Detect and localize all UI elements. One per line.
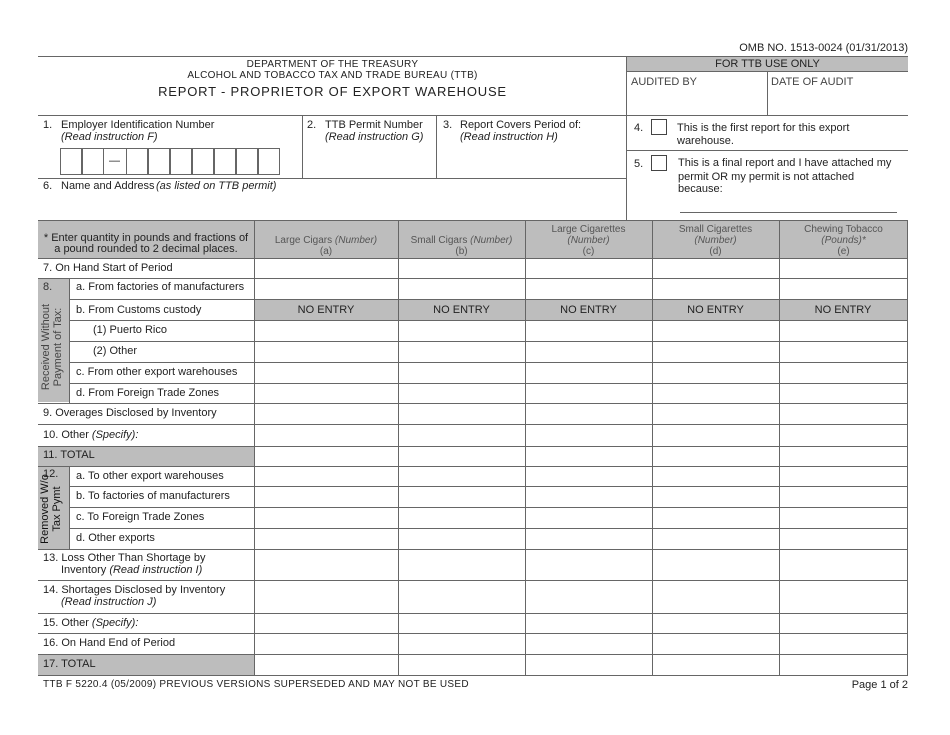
ein-digit[interactable] [214, 148, 236, 175]
final-report-checkbox[interactable] [651, 155, 667, 171]
row16-label: 16. On Hand End of Period [43, 637, 176, 649]
row9-label: 9. Overages Disclosed by Inventory [43, 407, 217, 419]
field2-number: 2. [307, 119, 317, 131]
column-header-small-cigars: Small Cigars (Number) (b) [410, 235, 513, 257]
field1-number: 1. [43, 119, 53, 131]
ein-digit[interactable] [258, 148, 280, 175]
ein-digit[interactable] [192, 148, 214, 175]
field3-instruction: (Read instruction H) [460, 131, 558, 143]
side-label-received-without-tax: Received Without Payment of Tax: [40, 303, 64, 391]
row12c-label: c. To Foreign Trade Zones [76, 511, 205, 523]
field5-text-line2: permit OR my permit is not attached [678, 171, 855, 183]
field5-number: 5. [634, 158, 644, 170]
field6-instruction: (as listed on TTB permit) [156, 180, 277, 192]
row8-number: 8. [43, 281, 53, 293]
bureau-name: ALCOHOL AND TOBACCO TAX AND TRADE BUREAU (TTB) [187, 70, 478, 81]
field4-text-line2: warehouse. [677, 135, 734, 147]
field2-instruction: (Read instruction G) [325, 131, 424, 143]
quantity-note-line1: * Enter quantity in pounds and fractions of [43, 232, 249, 244]
row17-label: 17. TOTAL [43, 658, 96, 670]
no-entry-cell: NO ENTRY [433, 304, 490, 316]
quantity-note-line2: a pound rounded to 2 decimal places. [54, 243, 238, 255]
ein-digit[interactable] [60, 148, 82, 175]
row8d-label: d. From Foreign Trade Zones [76, 387, 220, 399]
column-header-large-cigars: Large Cigars (Number) (a) [274, 235, 378, 257]
field1-label: Employer Identification Number [61, 119, 215, 131]
field4-number: 4. [634, 122, 644, 134]
ein-digit[interactable] [236, 148, 258, 175]
ein-digit[interactable] [170, 148, 192, 175]
date-of-audit-label: DATE OF AUDIT [771, 76, 854, 88]
form-footer-id: TTB F 5220.4 (05/2009) PREVIOUS VERSIONS SUPERSEDED AND MAY NOT BE USED [43, 679, 469, 690]
page-title: REPORT - PROPRIETOR OF EXPORT WAREHOUSE [158, 84, 507, 99]
ttb-use-title: FOR TTB USE ONLY [715, 58, 820, 70]
field5-text-line3: because: [678, 183, 723, 195]
row12d-label: d. Other exports [76, 532, 155, 544]
ein-dash: — [109, 155, 120, 167]
first-report-checkbox[interactable] [651, 119, 667, 135]
column-header-large-cigarettes: Large Cigarettes (Number) (c) [551, 224, 626, 257]
column-header-small-cigarettes: Small Cigarettes (Number) (d) [678, 224, 753, 257]
ein-digit[interactable] [82, 148, 104, 175]
row13-label-line1: 13. Loss Other Than Shortage by [43, 552, 206, 564]
row13-label-line2: Inventory (Read instruction I) [61, 564, 203, 576]
column-header-chewing-tobacco: Chewing Tobacco (Pounds)* (e) [804, 224, 883, 257]
report-period-input[interactable] [437, 145, 625, 177]
no-entry-cell: NO ENTRY [687, 304, 744, 316]
row8b2-label: (2) Other [93, 345, 138, 357]
row8a-label: a. From factories of manufacturers [76, 281, 245, 293]
row14-label-line1: 14. Shortages Disclosed by Inventory [43, 584, 226, 596]
row7-label: 7. On Hand Start of Period [43, 262, 173, 274]
row8b1-label: (1) Puerto Rico [93, 324, 167, 336]
row8b-label: b. From Customs custody [76, 304, 202, 316]
row8c-label: c. From other export warehouses [76, 366, 238, 378]
field3-number: 3. [443, 119, 453, 131]
ein-digit[interactable] [126, 148, 148, 175]
omb-number: OMB NO. 1513-0024 (01/31/2013) [739, 42, 908, 54]
no-entry-cell: NO ENTRY [297, 304, 355, 316]
row12b-label: b. To factories of manufacturers [76, 490, 230, 502]
row14-instruction: (Read instruction J) [61, 596, 157, 608]
row12-number: 12. [43, 468, 59, 480]
department-name: DEPARTMENT OF THE TREASURY [246, 59, 419, 70]
side-label-removed-without-tax: Removed W/o Tax Pymt [39, 474, 63, 544]
field4-text-line1: This is the first report for this export [677, 122, 850, 134]
row15-label: 15. Other (Specify): [43, 617, 139, 629]
reason-line[interactable] [680, 212, 897, 213]
field1-instruction: (Read instruction F) [61, 131, 158, 143]
no-entry-cell: NO ENTRY [560, 304, 617, 316]
ein-digit[interactable] [148, 148, 170, 175]
no-entry-cell: NO ENTRY [814, 304, 872, 316]
field2-label: TTB Permit Number [325, 119, 423, 131]
field6-number: 6. [43, 180, 53, 192]
field6-label: Name and Address [61, 180, 155, 192]
permit-number-input[interactable] [303, 145, 436, 177]
row11-label: 11. TOTAL [43, 449, 95, 461]
audited-by-label: AUDITED BY [631, 76, 698, 88]
page-number: Page 1 of 2 [851, 679, 908, 691]
row12a-label: a. To other export warehouses [76, 470, 224, 482]
row10-label: 10. Other (Specify): [43, 429, 139, 441]
field3-label: Report Covers Period of: [460, 119, 582, 131]
field5-text-line1: This is a final report and I have attached my [678, 157, 892, 169]
name-address-input[interactable] [40, 194, 625, 219]
